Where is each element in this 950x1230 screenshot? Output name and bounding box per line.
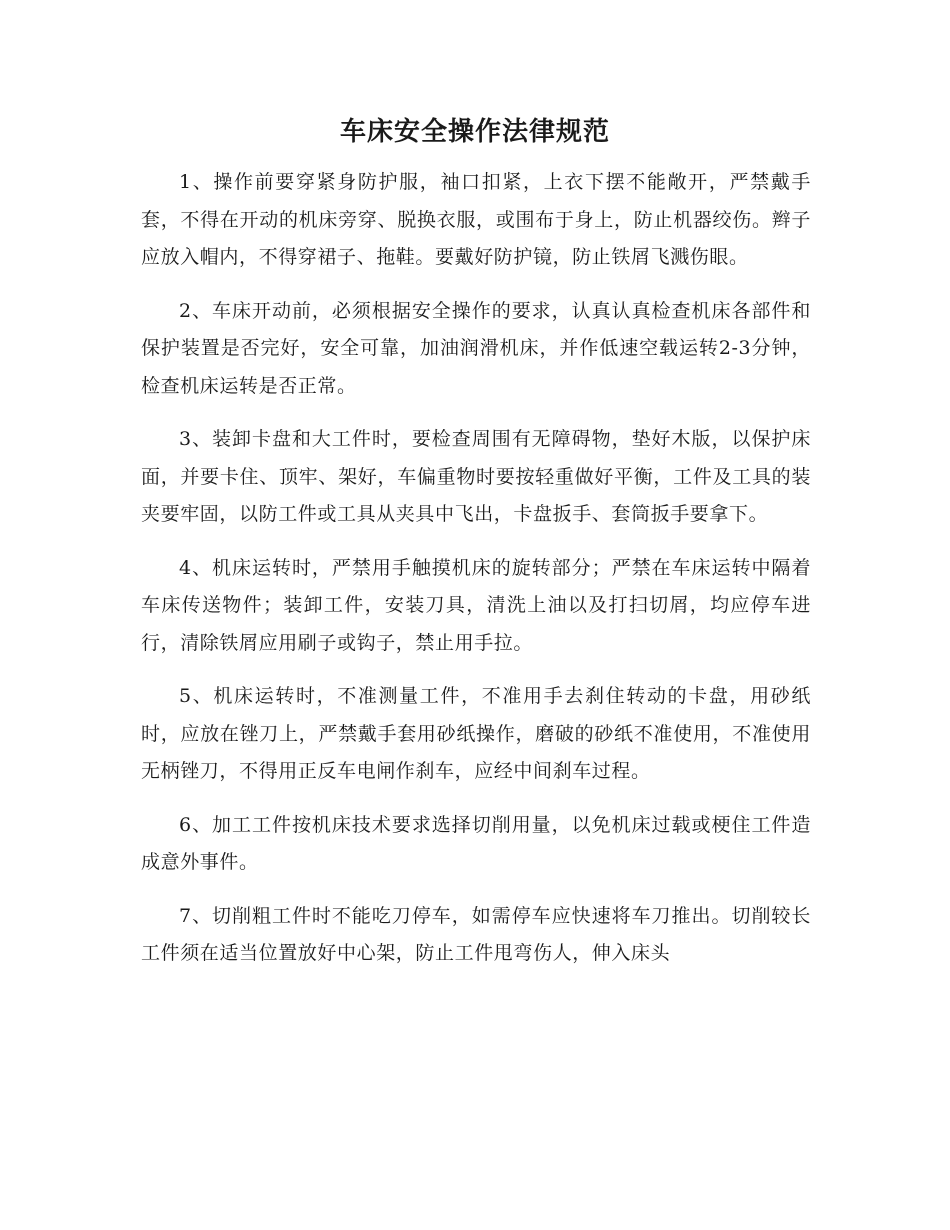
paragraph-6: 6、加工工件按机床技术要求选择切削用量，以免机床过载或梗住工件造成意外事件。 xyxy=(141,813,811,873)
paragraph-2: 2、车床开动前，必须根据安全操作的要求，认真认真检查机床各部件和保护装置是否完好，安全可靠，加油润滑机床，并作低速空载运转2-3分钟，检查机床运转是否正常。 xyxy=(141,299,811,397)
document-body xyxy=(141,164,811,989)
document-title: 车床安全操作法律规范 xyxy=(339,117,610,147)
paragraph-1: 1、操作前要穿紧身防护服，袖口扣紧，上衣下摆不能敞开，严禁戴手套，不得在开动的机床旁穿、脱换衣服，或围布于身上，防止机器绞伤。辫子应放入帽内，不得穿裙子、拖鞋。要戴好防护镜，防止铁屑飞溅伤眼。 xyxy=(141,171,811,268)
paragraph-5: 5、机床运转时，不准测量工件，不准用手去刹住转动的卡盘，用砂纸时，应放在锉刀上，严禁戴手套用砂纸操作，磨破的砂纸不准使用，不准使用无柄锉刀，不得用正反车电闸作刹车，应经中间刹车过程。 xyxy=(141,685,811,782)
paragraph-7: 7、切削粗工件时不能吃刀停车，如需停车应快速将车刀推出。切削较长工件须在适当位置放好中心架，防止工件甩弯伤人，伸入床头 xyxy=(141,904,811,964)
paragraph-3: 3、装卸卡盘和大工件时，要检查周围有无障碍物，垫好木版，以保护床面，并要卡住、顶牢、架好，车偏重物时要按轻重做好平衡，工件及工具的装夹要牢固，以防工件或工具从夹具中飞出，卡盘扳手、套筒扳手要拿下。 xyxy=(141,428,811,525)
paragraph-4: 4、机床运转时，严禁用手触摸机床的旋转部分；严禁在车床运转中隔着车床传送物件；装卸工件，安装刀具，清洗上油以及打扫切屑，均应停车进行，清除铁屑应用刷子或钩子，禁止用手拉。 xyxy=(141,556,811,654)
